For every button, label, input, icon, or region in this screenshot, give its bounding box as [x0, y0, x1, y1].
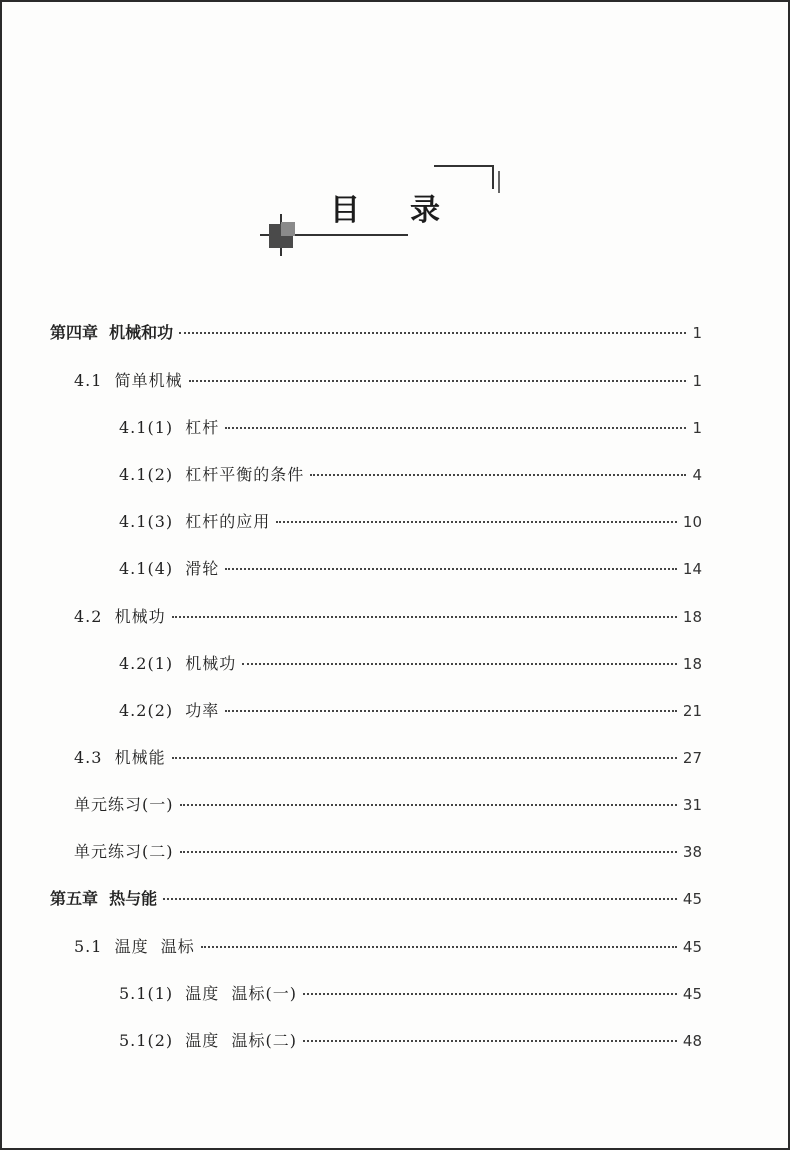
toc-entry-subsection[interactable]	[119, 698, 702, 722]
toc-entry-label: 4.1(1) 杠杆	[119, 418, 220, 437]
toc-entry-page: 45	[682, 938, 702, 956]
toc-entry-page: 1	[692, 372, 702, 390]
toc-entry-label: 5.1(1) 温度 温标(一)	[119, 984, 297, 1003]
toc-entry-page: 45	[682, 985, 702, 1003]
toc-entry-page: 18	[682, 655, 702, 673]
toc-entry-label: 5.1(2) 温度 温标(二)	[119, 1031, 297, 1050]
toc-entry-exercise[interactable]	[74, 792, 702, 816]
toc-entry-label: 5.1 温度 温标	[74, 937, 195, 956]
toc-entry-label: 4.2 机械功	[74, 607, 166, 626]
toc-entry-page: 1	[692, 324, 702, 342]
toc-entry-page: 1	[692, 419, 702, 437]
toc-entry-label: 第五章 热与能	[50, 889, 158, 908]
toc-entry-subsection[interactable]	[119, 981, 702, 1005]
toc-entry-page: 18	[682, 608, 702, 626]
toc-entry-page: 21	[682, 702, 702, 720]
toc-entry-label: 4.1(3) 杠杆的应用	[119, 512, 271, 531]
toc-entry-subsection[interactable]	[119, 556, 702, 580]
dot-leader	[172, 757, 677, 759]
page-title: 目录	[330, 193, 490, 228]
toc-entry-section[interactable]	[74, 604, 702, 628]
toc-entry-label: 4.1(2) 杠杆平衡的条件	[119, 465, 305, 484]
dot-leader	[163, 898, 677, 900]
toc-entry-label: 第四章 机械和功	[50, 323, 174, 342]
toc-entry-page: 38	[682, 843, 702, 861]
dot-leader	[180, 851, 677, 853]
toc-entry-label: 4.2(2) 功率	[119, 701, 220, 720]
toc-entry-page: 14	[682, 560, 702, 578]
title-block	[2, 2, 788, 272]
dot-leader	[180, 804, 677, 806]
dot-leader	[225, 427, 686, 429]
toc-entry-page: 45	[682, 890, 702, 908]
dot-leader	[179, 332, 686, 334]
toc-entry-section[interactable]	[74, 934, 702, 958]
toc-entry-chapter-5[interactable]	[50, 886, 702, 910]
toc-entry-label: 4.2(1) 机械功	[119, 654, 237, 673]
toc-entry-subsection[interactable]	[119, 462, 702, 486]
dot-leader	[172, 616, 677, 618]
toc-entry-page: 48	[682, 1032, 702, 1050]
toc-entry-label: 4.1(4) 滑轮	[119, 559, 220, 578]
dot-leader	[225, 710, 677, 712]
toc-entry-subsection[interactable]	[119, 651, 702, 675]
toc-entry-chapter-4[interactable]	[50, 320, 702, 344]
dot-leader	[189, 380, 687, 382]
toc-entry-subsection[interactable]	[119, 509, 702, 533]
toc-entry-label: 4.3 机械能	[74, 748, 166, 767]
corner-decoration	[498, 171, 500, 193]
toc-entry-exercise[interactable]	[74, 839, 702, 863]
toc-entry-page: 31	[682, 796, 702, 814]
toc-entry-page: 4	[692, 466, 702, 484]
toc-entry-label: 4.1 简单机械	[74, 371, 183, 390]
dot-leader	[276, 521, 677, 523]
toc-entry-section[interactable]	[74, 368, 702, 392]
dot-leader	[303, 993, 677, 995]
toc-entry-section[interactable]	[74, 745, 702, 769]
toc-entry-label: 单元练习(二)	[74, 842, 174, 861]
title-square-decoration	[281, 222, 295, 236]
toc-entry-subsection[interactable]	[119, 1028, 702, 1052]
dot-leader	[242, 663, 677, 665]
corner-decoration	[434, 165, 494, 167]
dot-leader	[225, 568, 677, 570]
toc-entry-label: 单元练习(一)	[74, 795, 174, 814]
toc-entry-subsection[interactable]	[119, 415, 702, 439]
corner-decoration	[492, 165, 494, 189]
dot-leader	[201, 946, 677, 948]
dot-leader	[310, 474, 686, 476]
dot-leader	[303, 1040, 677, 1042]
toc-entry-page: 10	[682, 513, 702, 531]
toc-entry-page: 27	[682, 749, 702, 767]
